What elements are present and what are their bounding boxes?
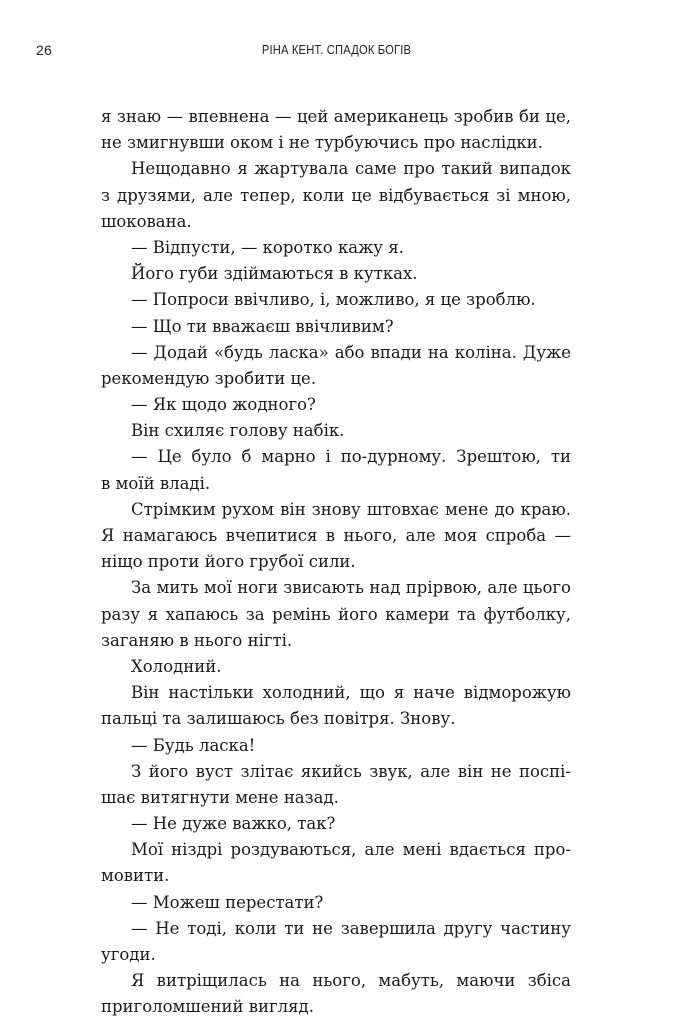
text-line: угоди. (101, 945, 156, 964)
body-text (101, 104, 571, 1021)
text-line: шокована. (101, 211, 192, 231)
text-line: Нещодавно я жартувала саме про такий випадок (131, 159, 571, 179)
text-line: ніщо проти його грубої сили. (101, 552, 356, 572)
text-line: з друзями, але тепер, коли це відбувається зі мною, (101, 185, 571, 205)
text-line: — Не дуже важко, так? (131, 814, 336, 834)
text-line: приголомшений вигляд. (101, 997, 314, 1017)
text-line: в моїй владі. (101, 473, 211, 493)
running-title: РІНА КЕНТ. СПАДОК БОГІВ (261, 42, 412, 57)
text-line: — Будь ласка! (131, 735, 256, 755)
text-line: не змигнувши оком і не турбуючись про наслідки. (101, 133, 543, 153)
text-line: — Це було б марно і по-дурному. Зрештою, ти (131, 447, 571, 467)
text-line: — Додай «будь ласка» або впади на коліна. Дуже (131, 342, 571, 362)
text-line: мовити. (101, 866, 170, 886)
text-line: Мої ніздрі роздуваються, але мені вдається про- (131, 840, 571, 860)
text-line: — Не тоді, коли ти не завершила другу частину (131, 918, 571, 938)
text-line: Стрімким рухом він знову штовхає мене до краю. (131, 499, 571, 519)
text-line: — Відпусти, — коротко кажу я. (131, 237, 404, 257)
text-line: — Що ти вважаєш ввічливим? (131, 316, 394, 336)
text-line: Його губи здіймаються в кутках. (131, 264, 418, 284)
text-line: я знаю — впевнена — цей американець зробив би це, (101, 107, 571, 126)
text-line: Він схиляє голову набік. (131, 421, 345, 441)
text-line: Він настільки холодний, що я наче відморожую (131, 683, 571, 703)
running-header (0, 42, 673, 62)
text-line: пальці та залишаюсь без повітря. Знову. (101, 709, 456, 729)
text-line: За мить мої ноги звисають над прірвою, але цього (131, 578, 571, 598)
text-line: Холодний. (131, 656, 222, 676)
text-line: — Як щодо жодного? (131, 395, 316, 415)
page-number: 26 (36, 42, 52, 58)
text-line: — Можеш перестати? (131, 892, 324, 912)
text-line: Я витріщилась на нього, мабуть, маючи збіса (131, 971, 571, 991)
text-line: заганяю в нього нігті. (101, 630, 293, 650)
text-line: рекомендую зробити це. (101, 368, 317, 388)
text-line: Я намагаюсь вчепитися в нього, але моя спроба — (101, 526, 571, 545)
text-line: разу я хапаюсь за ремінь його камери та футболку, (101, 604, 571, 624)
text-line: шає витягнути мене назад. (101, 787, 339, 807)
text-line: З його вуст злітає якийсь звук, але він не поспі- (131, 761, 571, 781)
text-line: — Попроси ввічливо, і, можливо, я це зроблю. (131, 290, 536, 310)
